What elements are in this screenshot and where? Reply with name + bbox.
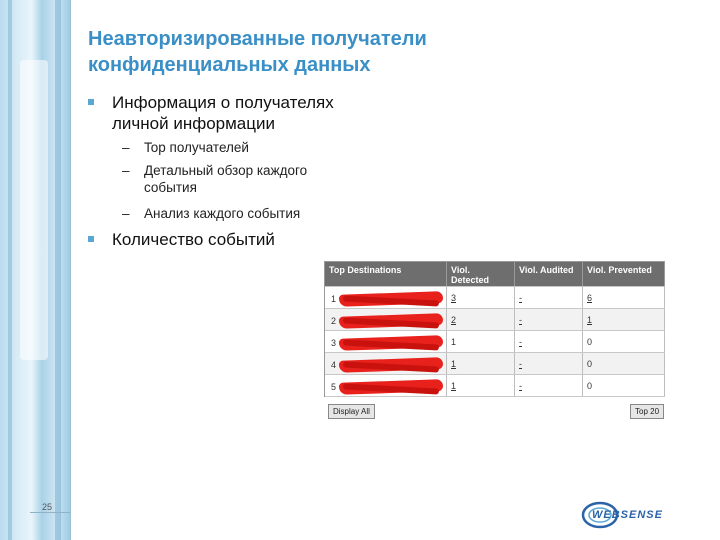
audited-cell[interactable]: [515, 375, 583, 396]
audited-link[interactable]: -: [519, 336, 522, 347]
detected-value: 1: [451, 336, 457, 347]
divider-line: [70, 0, 71, 540]
audited-cell[interactable]: [515, 353, 583, 374]
header-viol-audited[interactable]: Viol. Audited: [515, 262, 583, 286]
prevented-value: 0: [587, 336, 593, 347]
sub-item-event-analysis: [122, 205, 300, 222]
detected-link[interactable]: 1: [451, 380, 457, 391]
rank: 1: [331, 294, 337, 304]
slide-title-line2: конфиденциальных данных: [88, 54, 371, 76]
table-row: [325, 375, 665, 397]
detected-link[interactable]: 3: [451, 292, 457, 303]
destination-cell: [325, 309, 447, 330]
bullet-square-icon: [88, 99, 94, 105]
detected-cell[interactable]: [447, 375, 515, 396]
prevented-value: 0: [587, 380, 593, 391]
sub-item-top-recipients: [122, 139, 249, 156]
prevented-cell: [583, 331, 665, 352]
audited-link[interactable]: -: [519, 358, 522, 369]
slide-number: 25: [42, 502, 53, 512]
decorative-glass-panel: [0, 0, 70, 540]
slide-title-line1: Неавторизированные получатели: [88, 28, 427, 50]
prevented-link[interactable]: 6: [587, 292, 593, 303]
top20-button[interactable]: Top 20: [630, 404, 664, 419]
audited-link[interactable]: -: [519, 380, 522, 391]
detected-cell[interactable]: [447, 353, 515, 374]
prevented-value: 0: [587, 358, 593, 369]
glass-shine: [20, 60, 48, 360]
table-row: [325, 331, 665, 353]
destination-cell: [325, 353, 447, 374]
dash-icon: –: [122, 206, 130, 221]
footer-line: [30, 512, 70, 513]
dash-icon: –: [122, 140, 130, 155]
audited-cell[interactable]: [515, 287, 583, 308]
table-header: [325, 262, 665, 287]
audited-cell[interactable]: [515, 331, 583, 352]
sub-item-line1: Детальный обзор каждого: [144, 163, 308, 178]
sub-item-line1: Top получателей: [144, 140, 249, 155]
slide-title: [88, 26, 688, 78]
detected-cell[interactable]: [447, 287, 515, 308]
prevented-link[interactable]: 1: [587, 314, 593, 325]
sub-item-event-detail: [122, 162, 307, 196]
table-row: [325, 287, 665, 309]
top-destinations-table: [324, 261, 665, 397]
bullet-line1: Количество событий: [112, 230, 275, 249]
rank: 5: [331, 382, 337, 392]
header-top-destinations[interactable]: Top Destinations: [325, 262, 447, 286]
destination-cell: [325, 331, 447, 352]
rank: 2: [331, 316, 337, 326]
audited-link[interactable]: -: [519, 314, 522, 325]
rank: 4: [331, 360, 337, 370]
destination-cell: [325, 375, 447, 396]
glass-frame-left: [8, 0, 12, 540]
audited-link[interactable]: -: [519, 292, 522, 303]
dash-icon: –: [122, 163, 130, 178]
prevented-cell[interactable]: [583, 309, 665, 330]
destination-cell: [325, 287, 447, 308]
prevented-cell[interactable]: [583, 287, 665, 308]
display-all-button[interactable]: Display All: [328, 404, 375, 419]
audited-cell[interactable]: [515, 309, 583, 330]
logo-wordmark: WEBSENSE: [592, 509, 663, 521]
glass-frame-right: [55, 0, 61, 540]
bullet-line1: Информация о получателях: [112, 93, 334, 112]
header-viol-detected[interactable]: Viol. Detected: [447, 262, 515, 286]
bullet-square-icon: [88, 236, 94, 242]
sub-item-line1: Анализ каждого события: [144, 206, 301, 221]
prevented-cell: [583, 375, 665, 396]
prevented-cell: [583, 353, 665, 374]
table-row: [325, 309, 665, 331]
rank: 3: [331, 338, 337, 348]
detected-link[interactable]: 1: [451, 358, 457, 369]
sub-item-line2: события: [144, 180, 197, 195]
detected-cell: [447, 331, 515, 352]
detected-cell[interactable]: [447, 309, 515, 330]
bullet-recipient-info: [88, 92, 334, 134]
header-viol-prevented[interactable]: Viol. Prevented: [583, 262, 665, 286]
table-row: [325, 353, 665, 375]
bullet-line2: личной информации: [112, 114, 275, 133]
detected-link[interactable]: 2: [451, 314, 457, 325]
bullet-event-count: [88, 229, 275, 250]
